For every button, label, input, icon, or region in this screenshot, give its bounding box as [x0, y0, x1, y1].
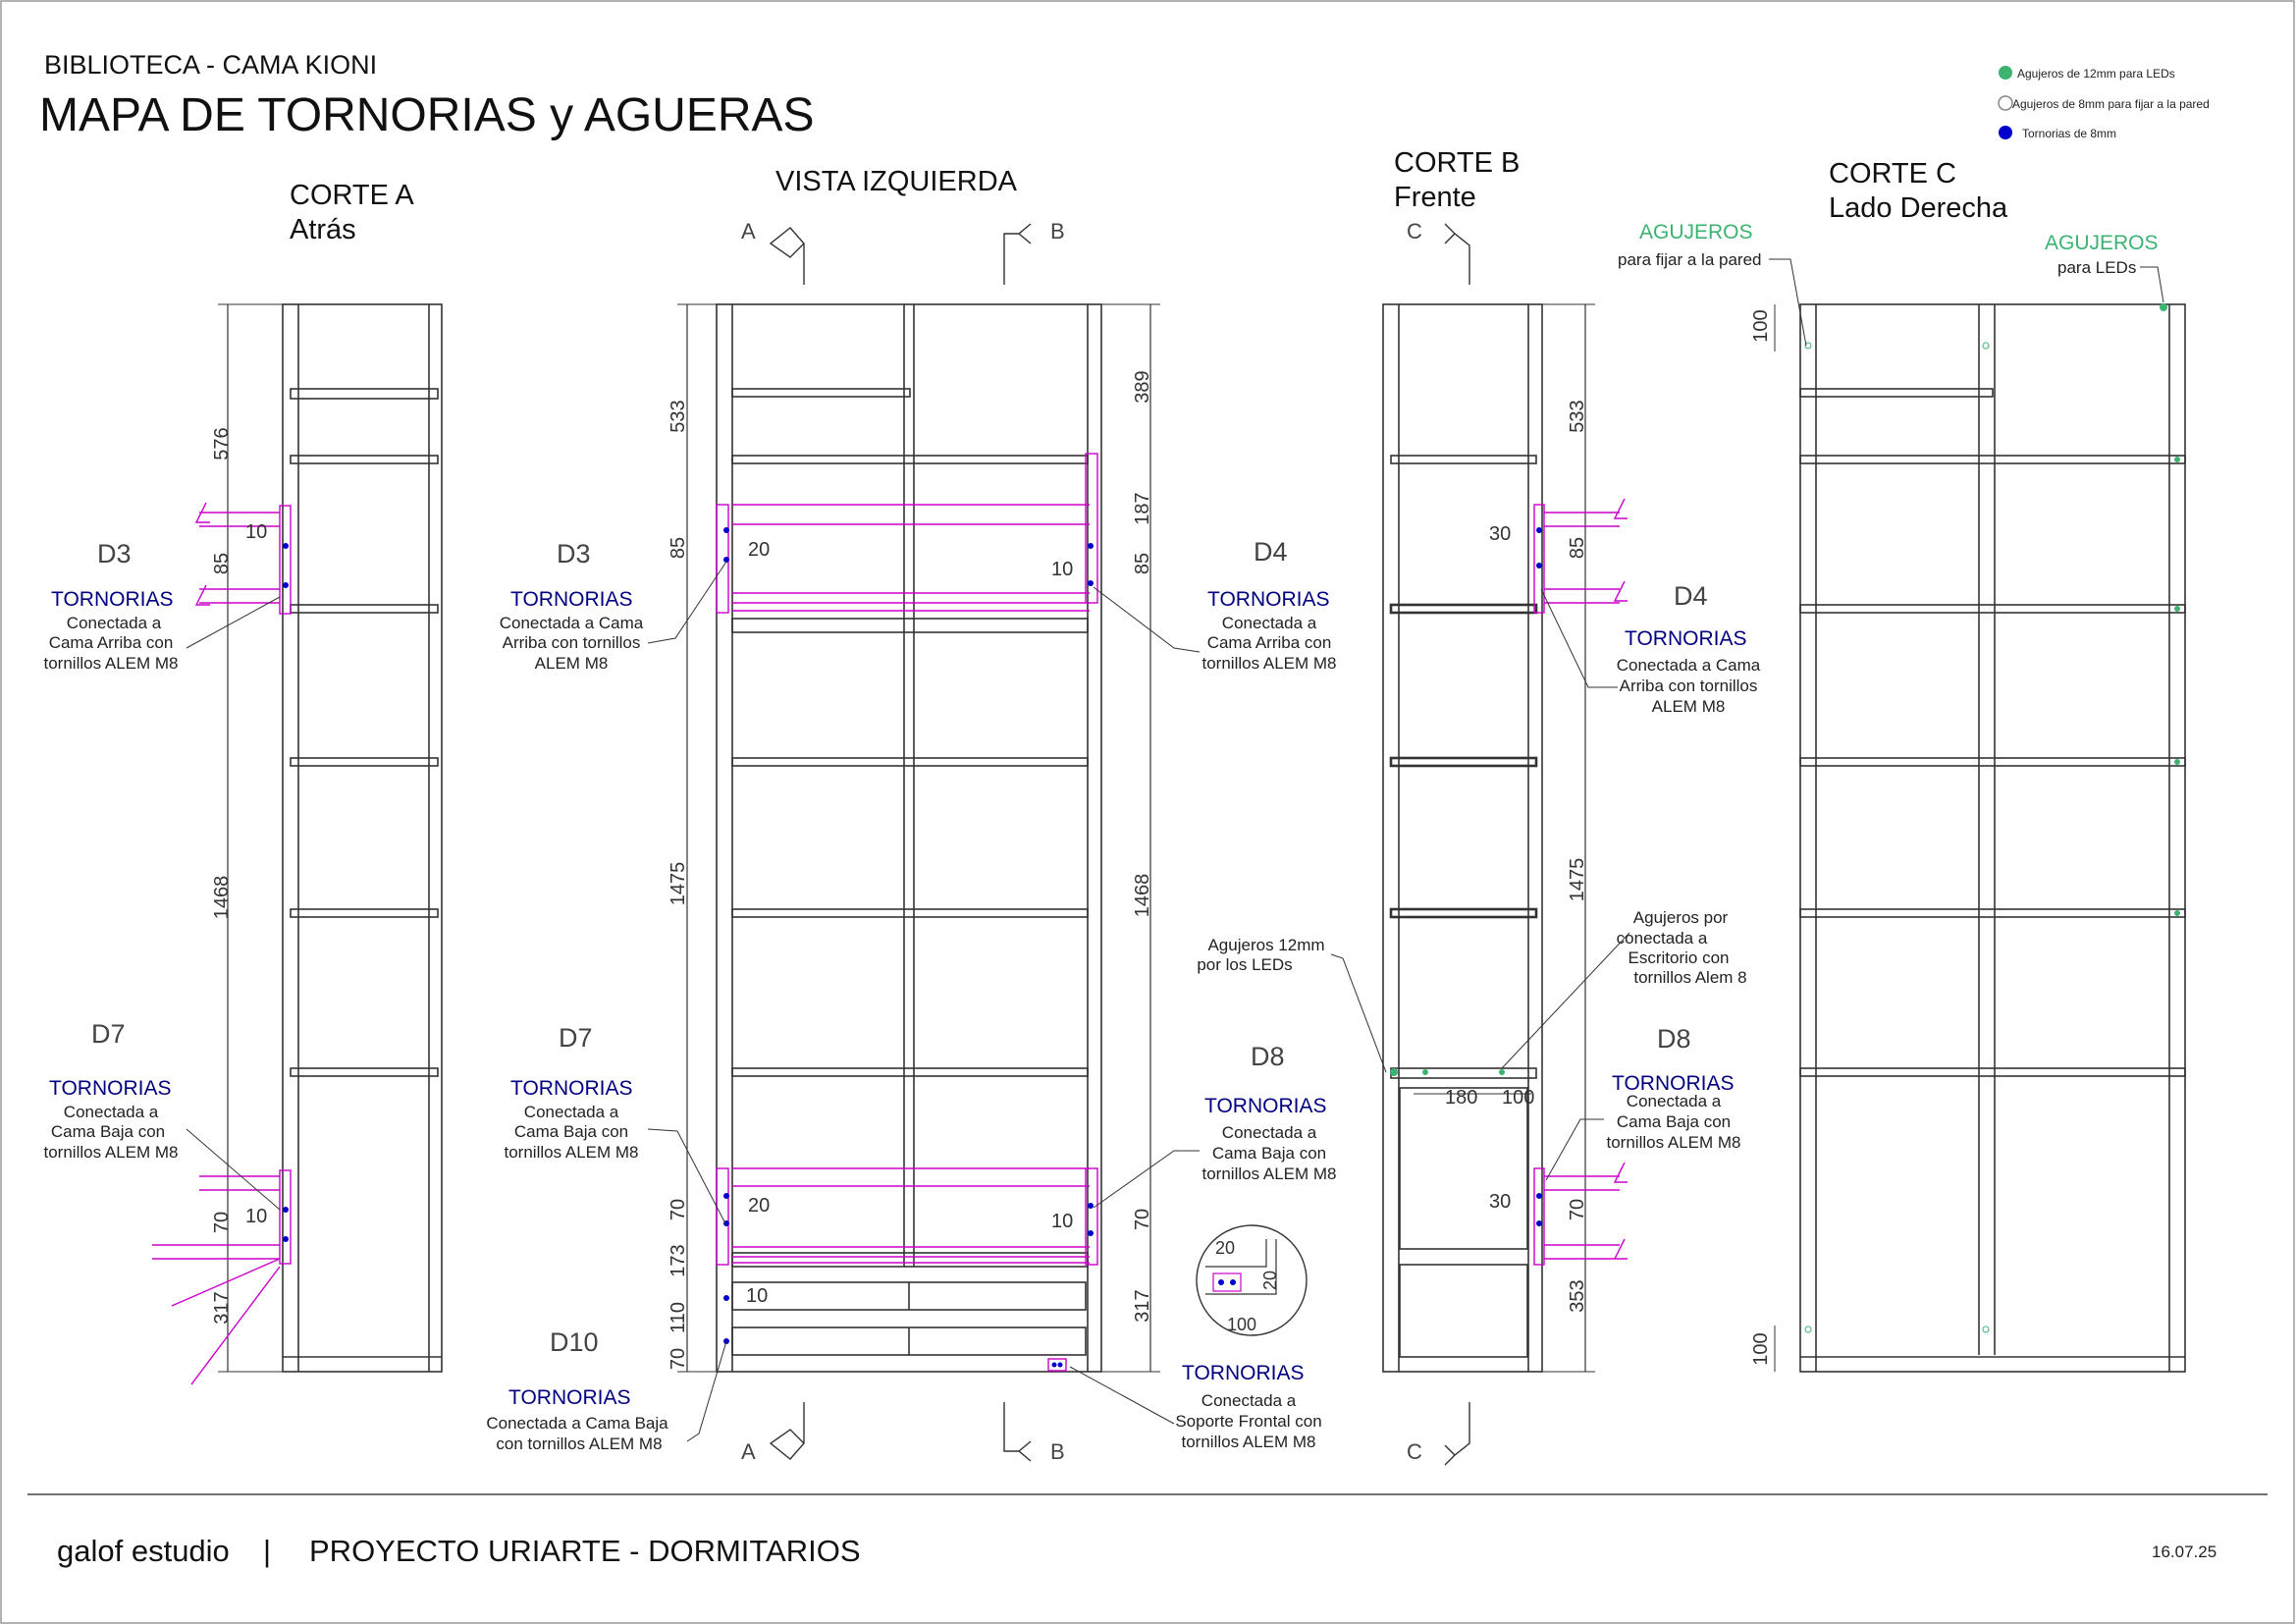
corte-c-agujeros-pared-heading: AGUJEROS: [1639, 221, 1753, 244]
vi-d8-tag: D8: [1251, 1042, 1285, 1071]
corte-c-holes: [1805, 303, 2180, 1332]
corte-b-d4-desc: Conectada a Cama: [1616, 656, 1761, 675]
corte-c-outline: [1800, 304, 2185, 1372]
footer-project: PROYECTO URIARTE - DORMITARIOS: [309, 1534, 861, 1568]
tornoria-dot: [283, 582, 289, 588]
tornoria-dot: [1536, 1220, 1542, 1226]
vi-outline: [717, 304, 1101, 1372]
corte-b-esc-desc: tornillos Alem 8: [1633, 968, 1747, 987]
vi-d10-heading: TORNORIAS: [508, 1386, 631, 1409]
corte-a-shelf: [291, 758, 438, 766]
vi-d7-desc: tornillos ALEM M8: [504, 1143, 639, 1162]
vi-sf-desc: Soporte Frontal con: [1175, 1412, 1322, 1431]
corte-b-d8-desc: Conectada a: [1626, 1092, 1722, 1110]
vi-d8-desc: tornillos ALEM M8: [1201, 1164, 1337, 1183]
vi-d3-desc: Arriba con tornillos: [502, 633, 641, 652]
corte-a-d3-tag: D3: [97, 539, 132, 568]
corte-b-d8-desc: tornillos ALEM M8: [1606, 1133, 1741, 1152]
corte-b-leds-desc: Agujeros 12mm: [1207, 936, 1325, 954]
tornoria-dot: [1058, 1363, 1063, 1368]
drawing-title: MAPA DE TORNORIAS y AGUERAS: [39, 89, 815, 141]
corte-b-esc-desc: conectada a: [1616, 929, 1708, 947]
corte-b-esc-desc: Escritorio con: [1628, 948, 1730, 967]
corte-a-title: CORTE A: [290, 180, 414, 211]
corte-a-shelf: [291, 1068, 438, 1076]
vi-dim-10-top: 10: [1051, 559, 1074, 580]
vi-d7-tag: D7: [559, 1023, 593, 1053]
vi-d3-heading: TORNORIAS: [510, 588, 633, 611]
tornoria-dot: [283, 1236, 289, 1242]
corte-a-d7-plate: [280, 1170, 291, 1264]
corte-b-dim-533: 533: [1567, 400, 1588, 433]
corte-b-subtitle: Frente: [1394, 182, 1476, 213]
drawing-subtitle: BIBLIOTECA - CAMA KIONI: [44, 50, 378, 80]
vi-sf-desc: Conectada a: [1201, 1391, 1297, 1410]
vi-d8-desc: Cama Baja con: [1211, 1144, 1327, 1163]
corte-a-dim-85: 85: [211, 552, 233, 575]
led-hole-dot: [1390, 1068, 1398, 1076]
corte-b-d8-heading: TORNORIAS: [1612, 1072, 1735, 1095]
corte-c-shelf: [1800, 1068, 2185, 1076]
section-label-b-bottom: B: [1050, 1439, 1065, 1464]
vi-dim-10-bottom: 10: [1051, 1211, 1074, 1232]
corte-a-shelf: [291, 389, 438, 399]
vi-sf-heading: TORNORIAS: [1182, 1362, 1305, 1384]
vi-shelf: [732, 758, 1088, 766]
legend-led-hole-icon: [1999, 66, 2012, 80]
section-marker-b-bottom: [1004, 1402, 1031, 1461]
corte-b-title: CORTE B: [1394, 147, 1521, 179]
corte-a-shelf: [291, 909, 438, 917]
corte-b-d4-heading: TORNORIAS: [1625, 627, 1747, 650]
corte-a-d7-desc: Cama Baja con: [50, 1122, 166, 1141]
vi-d7-desc: Conectada a: [523, 1103, 619, 1121]
wall-hole-dot: [1983, 343, 1989, 349]
vi-d4-leader: [1094, 587, 1200, 652]
vi-d4-tag: D4: [1254, 537, 1288, 567]
vi-dim-20-bottom: 20: [748, 1195, 771, 1217]
section-label-c-top: C: [1407, 219, 1422, 244]
vi-dim-1475: 1475: [667, 861, 689, 906]
section-label-b-top: B: [1050, 219, 1065, 244]
section-marker-c-top: [1445, 224, 1469, 285]
corte-a-d3-plate: [280, 506, 291, 614]
detail-plate: [1213, 1273, 1241, 1291]
corte-a-d3-desc: tornillos ALEM M8: [43, 654, 179, 673]
vi-dim-10-drawer: 10: [746, 1285, 769, 1307]
corte-c-shelf: [1800, 605, 2185, 613]
footer-date: 16.07.25: [2152, 1543, 2217, 1561]
tornoria-dot: [723, 527, 729, 533]
vi-d3-rail: [732, 505, 1090, 611]
corte-a-d3-desc: Conectada a: [66, 614, 162, 632]
vi-dim-317: 317: [1132, 1289, 1153, 1323]
vi-dim-110: 110: [667, 1302, 689, 1333]
vi-connectors: [717, 454, 1097, 1371]
tornoria-dot: [1052, 1363, 1057, 1368]
corte-c-agujeros-leds-desc: para LEDs: [2057, 258, 2137, 277]
vi-dim-85: 85: [667, 536, 689, 560]
led-hole-dot: [1499, 1069, 1505, 1075]
footer-studio: galof estudio: [57, 1534, 230, 1568]
corte-a-dim-576: 576: [211, 427, 233, 460]
corte-a-d3-desc: Cama Arriba con: [48, 633, 174, 652]
corte-a-subtitle: Atrás: [290, 214, 356, 245]
corte-a-dim-1468: 1468: [211, 875, 233, 920]
vi-support-plate: [1048, 1359, 1066, 1371]
vi-d7-desc: Cama Baja con: [513, 1122, 629, 1141]
corte-b-outline: [1383, 304, 1542, 1372]
corte-b-dots: [1390, 527, 1542, 1226]
corte-b-d4-desc: ALEM M8: [1651, 697, 1726, 716]
corte-a-d7-tag: D7: [91, 1019, 126, 1049]
vi-dim-1468: 1468: [1132, 873, 1153, 918]
vi-shelf: [732, 619, 1088, 632]
vi-d7-plate: [717, 1168, 728, 1265]
tornoria-dot: [1088, 580, 1094, 586]
vi-dim-173: 173: [667, 1244, 689, 1277]
tornoria-dot: [1536, 527, 1542, 533]
footer-separator: |: [263, 1534, 272, 1568]
legend: [1999, 66, 2210, 140]
led-hole-dot: [2160, 303, 2167, 311]
corte-c-leds-leader: [2140, 267, 2163, 302]
legend-wall-hole-icon: [1999, 96, 2012, 110]
corte-b-dim-180: 180: [1445, 1087, 1478, 1109]
wall-hole-dot: [1983, 1326, 1989, 1332]
tornoria-dot: [1536, 1193, 1542, 1199]
corte-a-dim-317: 317: [211, 1291, 233, 1325]
vi-shelf: [732, 1068, 1088, 1076]
corte-c-shelf: [1800, 389, 1993, 397]
corte-b-esc-desc: Agujeros por: [1632, 908, 1729, 927]
vi-dim-389: 389: [1132, 370, 1153, 404]
vi-dim-70: 70: [667, 1198, 689, 1221]
section-label-a-top: A: [741, 219, 756, 244]
corte-b-drawer: [1400, 1088, 1527, 1249]
led-hole-dot: [1422, 1069, 1428, 1075]
vi-shelf: [732, 1253, 1088, 1267]
corte-a-d3-break: [196, 503, 280, 605]
tornoria-dot: [1088, 543, 1094, 549]
corte-a-d7-desc: Conectada a: [63, 1103, 159, 1121]
vi-d7-rail: [732, 1168, 1090, 1263]
section-marker-a-top: [771, 228, 804, 285]
corte-a-dim-10-top: 10: [245, 521, 268, 543]
tornoria-dot: [283, 1207, 289, 1213]
corte-c-drawing: [1775, 304, 2185, 1372]
corte-a-dim-10-bottom: 10: [245, 1206, 268, 1227]
corte-c-agujeros-pared-desc: para fijar a la pared: [1618, 250, 1762, 269]
led-hole-dot: [2174, 606, 2180, 612]
detail-dim-20-side: 20: [1260, 1270, 1280, 1291]
vi-d3-desc: ALEM M8: [534, 654, 609, 673]
corte-b-shelf: [1391, 758, 1536, 766]
corte-b-dim-353: 353: [1567, 1279, 1588, 1313]
vi-dim-187: 187: [1132, 492, 1153, 525]
corte-b-leds-desc: por los LEDs: [1197, 955, 1293, 974]
legend-tornoria-label: Tornorias de 8mm: [2022, 127, 2117, 140]
corte-c-title: CORTE C: [1829, 158, 1956, 189]
corte-b-d4-leader: [1541, 589, 1618, 687]
vista-izquierda-title: VISTA IZQUIERDA: [775, 166, 1018, 197]
corte-b-shelf: [1391, 605, 1536, 613]
section-label-a-bottom: A: [741, 1439, 756, 1464]
vi-dim-70-right: 70: [1132, 1208, 1153, 1231]
vi-d10-desc: Conectada a Cama Baja: [486, 1414, 668, 1433]
corte-b-dim-70: 70: [1567, 1198, 1588, 1221]
tornoria-dot: [723, 1193, 729, 1199]
corte-b-d4-desc: Arriba con tornillos: [1619, 677, 1758, 695]
vi-d4-desc: Conectada a: [1221, 614, 1317, 632]
corte-c-dim-100-top: 100: [1750, 309, 1772, 343]
corte-b-esc-leader: [1502, 933, 1629, 1068]
vi-d3-tag: D3: [557, 539, 591, 568]
led-hole-dot: [2174, 910, 2180, 916]
vi-d10-desc: con tornillos ALEM M8: [496, 1435, 663, 1453]
corte-b-dim-30-bottom: 30: [1489, 1191, 1512, 1213]
corte-a-shelf: [291, 456, 438, 463]
corte-c-shelf: [1800, 909, 2185, 917]
vi-dim-533: 533: [667, 400, 689, 433]
vi-sf-leader: [1070, 1367, 1174, 1424]
vi-d10-leader: [687, 1341, 726, 1441]
tornoria-dot: [283, 543, 289, 549]
corte-b-dim-30-top: 30: [1489, 523, 1512, 545]
vista-izquierda-drawing: [677, 224, 1160, 1461]
corte-c-shelf: [1800, 758, 2185, 766]
vi-d8-heading: TORNORIAS: [1204, 1095, 1327, 1117]
corte-b-shelf: [1391, 456, 1536, 463]
vi-d4-desc: tornillos ALEM M8: [1201, 654, 1337, 673]
corte-c-subtitle: Lado Derecha: [1829, 192, 2008, 224]
legend-tornoria-icon: [1999, 126, 2012, 139]
vi-d10-tag: D10: [550, 1327, 599, 1357]
vi-d3-desc: Conectada a Cama: [499, 614, 644, 632]
wall-hole-dot: [1805, 1326, 1811, 1332]
vi-dim-85-right: 85: [1132, 552, 1153, 575]
vi-shelf: [732, 389, 910, 397]
section-marker-b-top: [1004, 224, 1031, 285]
corte-b-d8-desc: Cama Baja con: [1616, 1112, 1732, 1131]
corte-b-d4-tag: D4: [1674, 581, 1708, 611]
vi-dim-70b: 70: [667, 1347, 689, 1371]
vi-d4-heading: TORNORIAS: [1207, 588, 1330, 611]
corte-a-d7-desc: tornillos ALEM M8: [43, 1143, 179, 1162]
tornoria-dot: [1218, 1279, 1224, 1285]
corte-a-d7-heading: TORNORIAS: [49, 1077, 172, 1100]
tornoria-dot: [723, 1295, 729, 1301]
tornoria-dot: [1230, 1279, 1236, 1285]
corte-b-drawer: [1400, 1265, 1527, 1357]
corte-b-dim-100: 100: [1502, 1087, 1535, 1109]
vi-dim-20-top: 20: [748, 539, 771, 561]
corte-a-tornoria-dots: [283, 543, 289, 1242]
corte-b-d8-leader: [1546, 1119, 1604, 1180]
legend-wall-hole-label: Agujeros de 8mm para fijar a la pared: [2012, 97, 2210, 111]
led-hole-dot: [2174, 457, 2180, 462]
corte-a-dim-70: 70: [211, 1211, 233, 1234]
corte-b-leds-leader: [1331, 954, 1386, 1072]
section-marker-a-bottom: [771, 1402, 804, 1459]
tornoria-dot: [1536, 563, 1542, 568]
vi-tornoria-dots: [723, 527, 1094, 1368]
corte-a-shelf: [291, 605, 438, 613]
corte-b-dim-85: 85: [1567, 536, 1588, 560]
corte-c-shelf: [1800, 456, 2185, 463]
tornoria-dot: [1088, 1230, 1094, 1236]
corte-a-d3-heading: TORNORIAS: [51, 588, 174, 611]
vi-d8-leader: [1094, 1151, 1200, 1208]
vi-sf-desc: tornillos ALEM M8: [1181, 1433, 1316, 1451]
vi-d4-desc: Cama Arriba con: [1206, 633, 1332, 652]
led-hole-dot: [2174, 759, 2180, 765]
corte-a-outline: [283, 304, 442, 1372]
vi-shelf: [732, 456, 1088, 463]
corte-b-drawing: [1383, 224, 1595, 1465]
vi-d8-desc: Conectada a: [1221, 1123, 1317, 1142]
legend-led-hole-label: Agujeros de 12mm para LEDs: [2017, 67, 2175, 81]
detail-dim-20-top: 20: [1215, 1238, 1236, 1258]
corte-b-shelf: [1391, 1068, 1536, 1078]
corte-c-dim-100-bottom: 100: [1750, 1332, 1772, 1366]
section-marker-c-bottom: [1445, 1402, 1469, 1465]
tornoria-dot: [1088, 1203, 1094, 1209]
corte-b-shelf: [1391, 909, 1536, 917]
detail-dim-100: 100: [1226, 1315, 1257, 1334]
vi-d7-heading: TORNORIAS: [510, 1077, 633, 1100]
connector-detail: [1197, 1225, 1307, 1335]
corte-b-d8-tag: D8: [1657, 1024, 1691, 1054]
corte-c-agujeros-leds-heading: AGUJEROS: [2045, 232, 2159, 254]
corte-b-dim-1475: 1475: [1567, 857, 1588, 902]
corte-a-d7-leader: [187, 1129, 280, 1210]
section-label-c-bottom: C: [1407, 1439, 1422, 1464]
vi-shelf: [732, 909, 1088, 917]
